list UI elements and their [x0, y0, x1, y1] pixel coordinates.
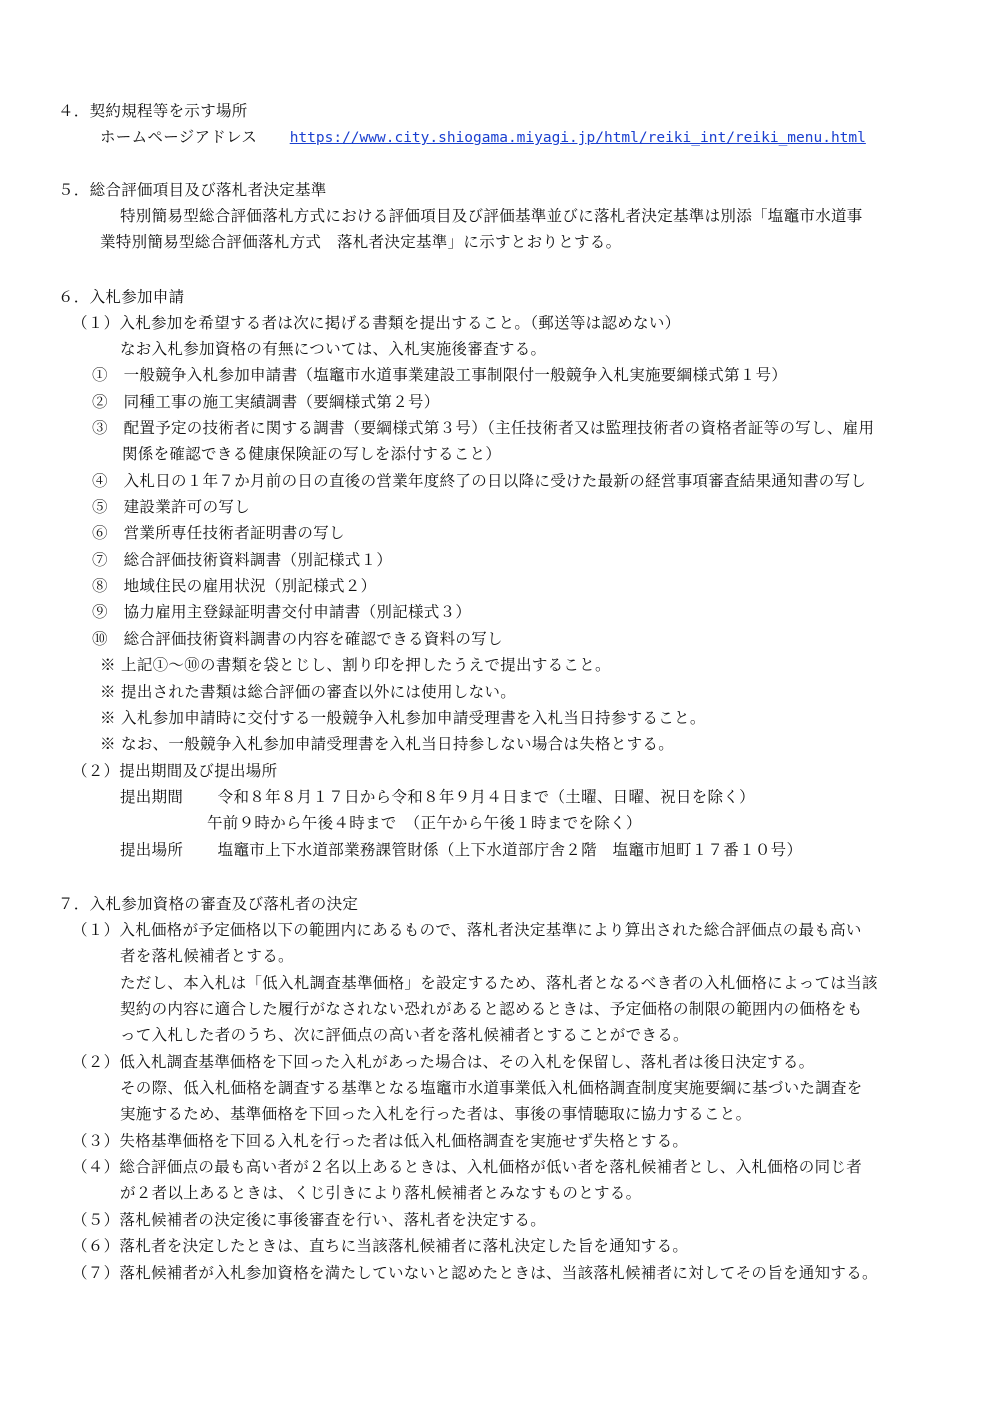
section-7-line: （２）低入札調査基準価格を下回った入札があった場合は、その入札を保留し、落札者は後日決定する。	[72, 1053, 815, 1071]
submission-place-row	[120, 840, 802, 860]
section-7-line: ただし、本入札は「低入札調査基準価格」を設定するため、落札者となるべき者の入札価格によっては当該	[120, 974, 878, 992]
document-item: ⑧ 地域住民の雇用状況（別記様式２）	[92, 577, 377, 595]
section-6-item-1: （１）入札参加を希望する者は次に掲げる書類を提出すること。（郵送等は認めない）	[72, 314, 681, 332]
section-6-item-2: （２）提出期間及び提出場所	[72, 762, 278, 780]
section-7-line: （５）落札候補者の決定後に事後審査を行い、落札者を決定する。	[72, 1211, 547, 1229]
submission-period-hours: 午前９時から午後４時まで （正午から午後１時までを除く）	[207, 814, 642, 832]
document-item: ⑤ 建設業許可の写し	[92, 498, 251, 516]
submission-period-label: 提出期間	[120, 788, 184, 806]
section-7-line: が２者以上あるときは、くじ引きにより落札候補者とみなすものとする。	[120, 1184, 642, 1202]
section-7-line: 契約の内容に適合した履行がなされない恐れがあると認めるときは、予定価格の制限の範囲内の価格をも	[120, 1000, 863, 1018]
section-5-paragraph-line-2: 業特別簡易型総合評価落札方式 落札者決定基準」に示すとおりとする。	[100, 233, 622, 251]
section-7-line: 者を落札候補者とする。	[120, 947, 294, 965]
section-7-line: って入札した者のうち、次に評価点の高い者を落札候補者とすることができる。	[120, 1026, 689, 1044]
document-item: ① 一般競争入札参加申請書（塩竈市水道事業建設工事制限付一般競争入札実施要綱様式第１号）	[92, 366, 788, 384]
note-item: ※ なお、一般競争入札参加申請受理書を入札当日持参しない場合は失格とする。	[100, 735, 675, 753]
section-5-heading: ５．総合評価項目及び落札者決定基準	[58, 181, 327, 199]
section-7-line: （６）落札者を決定したときは、直ちに当該落札候補者に落札決定した旨を通知する。	[72, 1237, 689, 1255]
section-7-line: その際、低入札価格を調査する基準となる塩竈市水道事業低入札価格調査制度実施要綱に基づいた調査を	[120, 1079, 863, 1097]
submission-period-row	[120, 787, 755, 807]
submission-period-dates: 令和８年８月１７日から令和８年９月４日まで（土曜、日曜、祝日を除く）	[217, 788, 755, 806]
submission-place-value: 塩竈市上下水道部業務課管財係（上下水道部庁舎２階 塩竈市旭町１７番１０号）	[217, 841, 803, 859]
document-item: ⑥ 営業所専任技術者証明書の写し	[92, 524, 345, 542]
note-item: ※ 上記①～⑩の書類を袋とじし、割り印を押したうえで提出すること。	[100, 656, 611, 674]
section-6-item-1-note: なお入札参加資格の有無については、入札実施後審査する。	[120, 340, 547, 358]
document-item: ④ 入札日の１年７か月前の日の直後の営業年度終了の日以降に受けた最新の経営事項審査結果通知書の写し	[92, 472, 867, 490]
section-7-line: 実施するため、基準価格を下回った入札を行った者は、事後の事情聴取に協力すること。	[120, 1105, 752, 1123]
section-6-heading: ６．入札参加申請	[58, 288, 185, 306]
homepage-address-row	[100, 127, 866, 148]
note-item: ※ 提出された書類は総合評価の審査以外には使用しない。	[100, 683, 517, 701]
section-7-line: （７）落札候補者が入札参加資格を満たしていないと認めたときは、当該落札候補者に対してその旨を通知する。	[72, 1264, 878, 1282]
document-item: ⑦ 総合評価技術資料調書（別記様式１）	[92, 551, 393, 569]
document-item-continuation: 関係を確認できる健康保険証の写しを添付すること）	[122, 445, 502, 463]
reiki-menu-link[interactable]: https://www.city.shiogama.miyagi.jp/html/reiki_int/reiki_menu.html	[289, 130, 866, 146]
section-7-line: （３）失格基準価格を下回る入札を行った者は低入札価格調査を実施せず失格とする。	[72, 1132, 689, 1150]
section-7-line: （４）総合評価点の最も高い者が２名以上あるときは、入札価格が低い者を落札候補者とし、入札価格の同じ者	[72, 1158, 863, 1176]
submission-place-label: 提出場所	[120, 841, 184, 859]
section-7-heading: ７．入札参加資格の審査及び落札者の決定	[58, 895, 359, 913]
homepage-label: ホームページアドレス	[100, 128, 258, 146]
document-item: ② 同種工事の施工実績調書（要綱様式第２号）	[92, 393, 440, 411]
document-item: ⑩ 総合評価技術資料調書の内容を確認できる資料の写し	[92, 630, 503, 648]
section-7-line: （１）入札価格が予定価格以下の範囲内にあるもので、落札者決定基準により算出された総合評価点の最も高い	[72, 921, 862, 939]
note-item: ※ 入札参加申請時に交付する一般競争入札参加申請受理書を入札当日持参すること。	[100, 709, 706, 727]
section-5-paragraph-line-1: 特別簡易型総合評価落札方式における評価項目及び評価基準並びに落札者決定基準は別添「塩竈市水道事	[120, 207, 863, 225]
section-4-heading: ４．契約規程等を示す場所	[58, 102, 248, 120]
document-item: ③ 配置予定の技術者に関する調書（要綱様式第３号）（主任技術者又は監理技術者の資格者証等の写し、雇用	[92, 419, 875, 437]
document-item: ⑨ 協力雇用主登録証明書交付申請書（別記様式３）	[92, 603, 472, 621]
